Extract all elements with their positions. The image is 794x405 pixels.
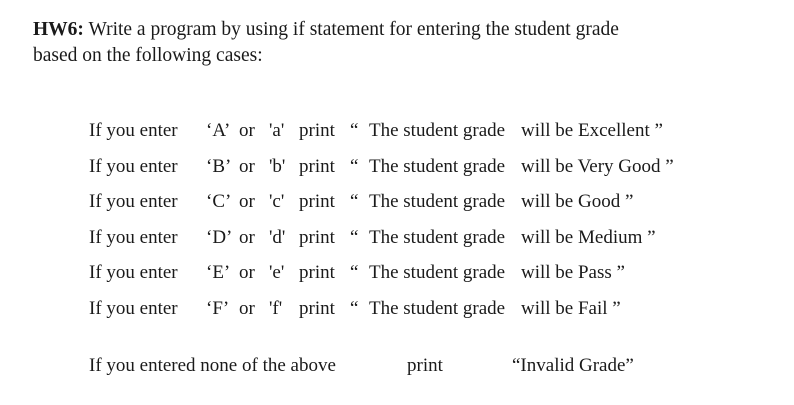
case-grade-text: The student grade: [369, 297, 506, 319]
case-open-quote: “: [350, 226, 359, 248]
heading-text-1: Write a program by using if statement for entering the student grade: [88, 19, 619, 40]
case-prefix: If you enter: [89, 155, 178, 177]
case-print: print: [299, 262, 335, 284]
case-row: [89, 259, 789, 295]
case-uppercase-letter: ‘B’: [206, 155, 232, 177]
case-result: will be Excellent ”: [521, 120, 663, 141]
footer-print: print: [407, 355, 443, 376]
case-or: or: [239, 226, 255, 248]
case-row: [89, 153, 789, 189]
case-prefix: If you enter: [89, 120, 178, 141]
case-row: [89, 224, 789, 260]
case-grade-text: The student grade: [369, 191, 506, 213]
case-result: will be Very Good ”: [521, 155, 674, 177]
assignment-heading: [33, 17, 773, 69]
case-result: will be Medium ”: [521, 226, 656, 248]
case-row: [89, 117, 789, 153]
case-uppercase-letter: ‘F’: [206, 297, 230, 319]
heading-line-2: based on the following cases:: [33, 45, 263, 66]
case-open-quote: “: [350, 155, 359, 177]
case-prefix: If you enter: [89, 262, 178, 284]
case-prefix: If you enter: [89, 191, 178, 213]
case-grade-text: The student grade: [369, 120, 506, 141]
case-open-quote: “: [350, 120, 359, 141]
case-or: or: [239, 191, 255, 213]
case-lowercase-letter: 'e': [269, 262, 285, 284]
case-open-quote: “: [350, 262, 359, 284]
case-lowercase-letter: 'f': [269, 297, 283, 319]
case-prefix: If you enter: [89, 297, 178, 319]
case-print: print: [299, 226, 335, 248]
case-uppercase-letter: ‘D’: [206, 226, 233, 248]
none-condition: If you entered none of the above: [89, 355, 336, 376]
case-grade-text: The student grade: [369, 262, 506, 284]
case-or: or: [239, 155, 255, 177]
case-lowercase-letter: 'd': [269, 226, 286, 248]
case-open-quote: “: [350, 297, 359, 319]
case-lowercase-letter: 'c': [269, 191, 285, 213]
case-result: will be Good ”: [521, 191, 634, 213]
case-row: [89, 188, 789, 224]
case-row: [89, 295, 789, 331]
case-grade-text: The student grade: [369, 226, 506, 248]
case-print: print: [299, 120, 335, 141]
case-grade-text: The student grade: [369, 155, 506, 177]
case-or: or: [239, 120, 255, 141]
case-lowercase-letter: 'b': [269, 155, 286, 177]
invalid-grade-message: “Invalid Grade”: [512, 355, 634, 376]
case-result: will be Fail ”: [521, 297, 621, 319]
case-open-quote: “: [350, 191, 359, 213]
heading-line-1: [33, 17, 773, 43]
case-or: or: [239, 262, 255, 284]
case-prefix: If you enter: [89, 226, 178, 248]
case-uppercase-letter: ‘C’: [206, 191, 232, 213]
case-uppercase-letter: ‘A’: [206, 120, 231, 141]
case-print: print: [299, 191, 335, 213]
case-or: or: [239, 297, 255, 319]
case-print: print: [299, 297, 335, 319]
invalid-grade-row: [89, 352, 789, 382]
case-lowercase-letter: 'a': [269, 120, 285, 141]
case-uppercase-letter: ‘E’: [206, 262, 231, 284]
homework-label: HW6:: [33, 19, 84, 40]
case-result: will be Pass ”: [521, 262, 625, 284]
grade-cases-list: [89, 117, 789, 331]
case-print: print: [299, 155, 335, 177]
